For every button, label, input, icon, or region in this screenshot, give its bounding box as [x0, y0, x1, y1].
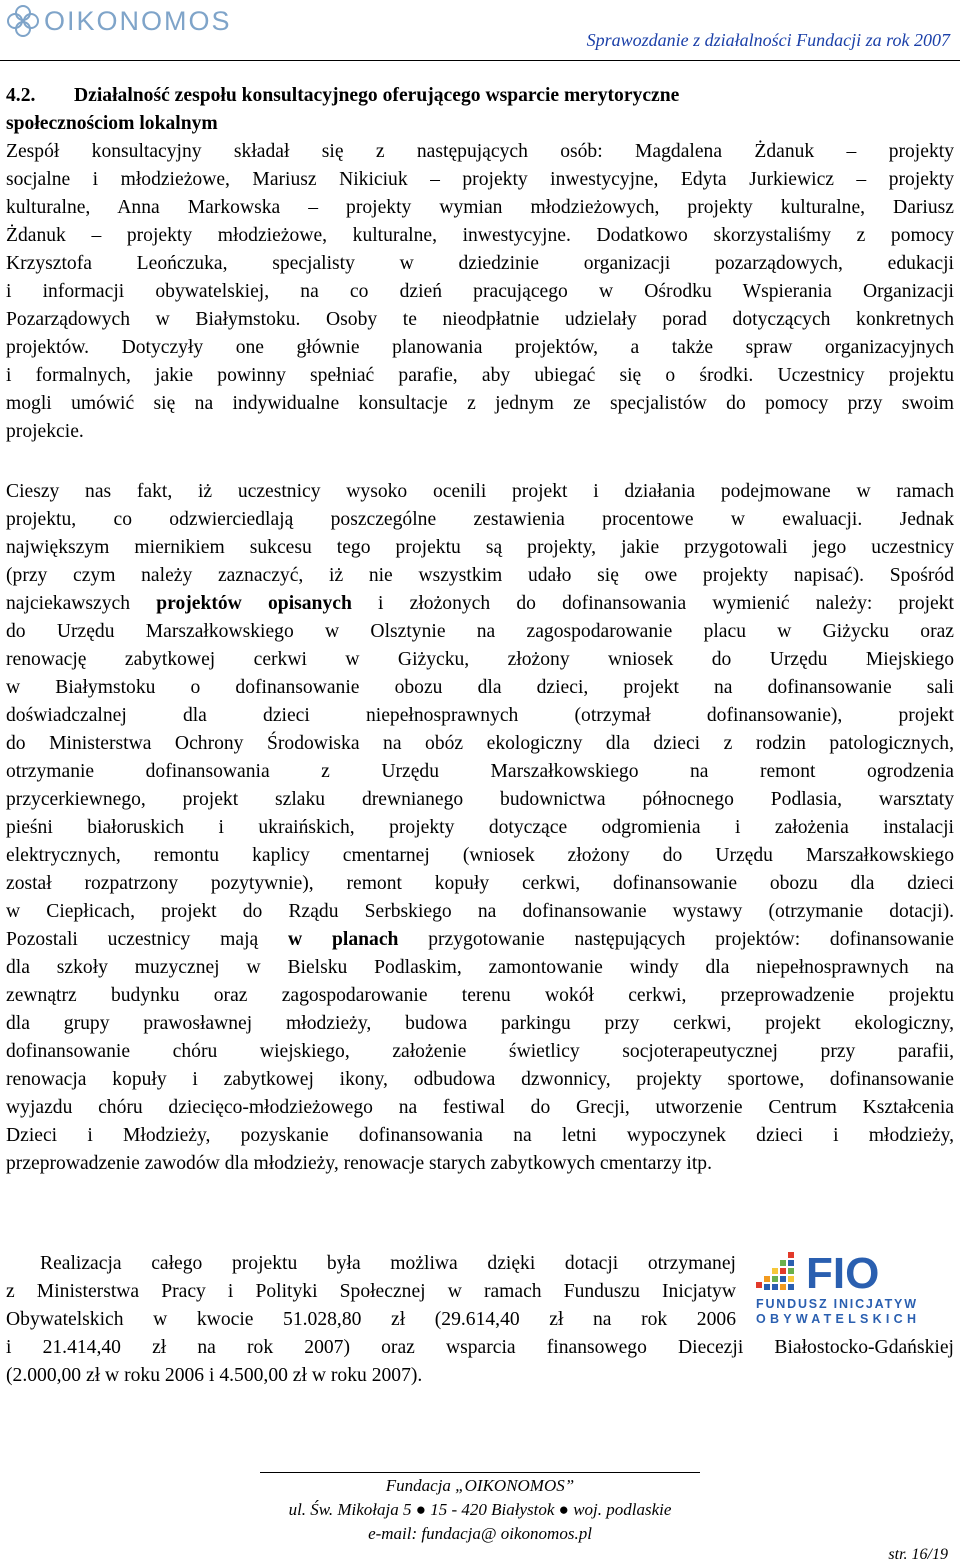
flower-logo-icon [6, 4, 40, 38]
text-line [6, 590, 954, 618]
logo-text: OIKONOMOS [44, 5, 232, 36]
header-divider [0, 60, 960, 61]
funding-line: Obywatelskich w kwocie 51.028,80 zł (29.614,40 zł na rok 2006 [6, 1309, 736, 1330]
text-line: dla szkoły muzycznej w Bielsku Podlaskim, zamontowanie windy dla niepełnosprawnych na [6, 957, 954, 978]
text-line: pieśni białoruskich i ukraińskich, projekty dotyczące odgromienia i założenia instalacji [6, 817, 954, 838]
fio-line2: OBYWATELSKICH [756, 1312, 916, 1326]
text-line: przycerkiewnego, projekt szlaku drewnianego budownictwa północnego Podlasia, warsztaty [6, 789, 954, 810]
text-line: elektrycznych, remontu kaplicy cmentarnej (wniosek złożony do Urzędu Marszałkowskiego [6, 845, 954, 866]
funding-line: Realizacja całego projektu była możliwa dzięki dotacji otrzymanej [40, 1253, 736, 1274]
text-line: Cieszy nas fakt, iż uczestnicy wysoko ocenili projekt i działania podejmowane w ramach [6, 481, 954, 502]
text-line: Zespół konsultacyjny składał się z następujących osób: Magdalena Żdanuk – projekty [6, 141, 954, 162]
text-segment: i złożonych do dofinansowania wymienić należy: projekt [351, 593, 954, 614]
text-line: projektu, co odzwierciedlają poszczególne zestawienia procentowe w ewaluacji. Jednak [6, 509, 954, 530]
text-line: przeprowadzenie zawodów dla młodzieży, renowacje starych zabytkowych cmentarzy itp. [6, 1153, 712, 1174]
text-line: do Ministerstwa Ochrony Środowiska na obóz ekologiczny dla dzieci z rodzin patologicznych, [6, 733, 954, 754]
text-segment: najciekawszych [6, 593, 157, 614]
text-line: socjalne i młodzieżowe, Mariusz Nikiciuk – projekty inwestycyjne, Edyta Jurkiewicz – projekty [6, 169, 954, 190]
footer-org: Fundacja „OIKONOMOS” [385, 1476, 575, 1495]
section-number: 4.2. [6, 85, 36, 106]
section-title-line1: Działalność zespołu konsultacyjnego oferującego wsparcie merytoryczne [74, 85, 680, 106]
emphasized-text: w planach [288, 929, 399, 950]
report-title: Sprawozdanie z działalności Fundacji za rok 2007 [586, 30, 950, 50]
text-line: w Białymstoku o dofinansowanie obozu dla dzieci, projekt na dofinansowanie sali [6, 677, 954, 698]
section-title-line2: społecznościom lokalnym [6, 113, 218, 134]
funding-line: z Ministerstwa Pracy i Polityki Społecznej w ramach Funduszu Inicjatyw [6, 1281, 736, 1302]
page-header [0, 0, 960, 62]
text-line: (przy czym należy zaznaczyć, iż nie wszystkim udało się owe projekty napisać). Spośród [6, 565, 954, 586]
text-line: został rozpatrzony pozytywnie), remont kopuły cerkwi, dofinansowanie obozu dla dzieci [6, 873, 954, 894]
funding-section [6, 1250, 954, 1390]
emphasized-text: projektów opisanych [156, 593, 352, 614]
text-line: projektów. Dotyczyły one głównie planowania projektów, a także spraw organizacyjnych [6, 337, 954, 358]
text-segment: Pozostali uczestnicy mają [6, 929, 289, 950]
oikonomos-logo [6, 4, 232, 38]
section-heading [6, 82, 954, 138]
text-line: kulturalne, Anna Markowska – projekty wymian młodzieżowych, projekty kulturalne, Dariusz [6, 197, 954, 218]
text-line: do Urzędu Marszałkowskiego w Olsztynie na zagospodarowanie placu w Giżycku oraz [6, 621, 954, 642]
text-segment: przygotowanie następujących projektów: dofinansowanie [398, 929, 954, 950]
text-line: dofinansowanie chóru wiejskiego, założenie świetlicy socjoterapeutycznej przy parafii, [6, 1041, 954, 1062]
text-line: w Ciepłicach, projekt do Rządu Serbskiego na dofinansowanie wystawy (otrzymanie dotacji). [6, 901, 954, 922]
text-line: renowację zabytkowej cerkwi w Giżycku, złożony wniosek do Urzędu Miejskiego [6, 649, 954, 670]
text-line: dla grupy prawosławnej młodzieży, budowa parkingu przy cerkwi, projekt ekologiczny, [6, 1013, 954, 1034]
paragraph-projects [6, 478, 954, 1178]
text-line: i formalnych, jakie powinny spełniać parafie, aby ubiegać się o środki. Uczestnicy projektu [6, 365, 954, 386]
funding-line: i 21.414,40 zł na rok 2007) oraz wsparcia finansowego Diecezji Białostocko-Gdańskiej [6, 1337, 954, 1358]
page-number: str. 16/19 [888, 1546, 948, 1563]
text-line: i informacji obywatelskiej, na co dzień pracującego w Ośrodku Wspierania Organizacji [6, 281, 954, 302]
text-line: Dzieci i Młodzieży, pozyskanie dofinansowania na letni wypoczynek dzieci i młodzieży, [6, 1125, 954, 1146]
footer-divider [260, 1472, 700, 1473]
fio-bars-icon [756, 1252, 794, 1290]
text-line: wyjazdu chóru dziecięco-młodzieżowego na festiwal do Grecji, utworzenie Centrum Kształcenia [6, 1097, 954, 1118]
text-line: zewnątrz budynku oraz zagospodarowanie terenu wokół cerkwi, przeprowadzenie projektu [6, 985, 954, 1006]
text-line: projekcie. [6, 421, 84, 442]
text-line: doświadczalnej dla dzieci niepełnosprawnych (otrzymał dofinansowanie), projekt [6, 705, 954, 726]
fio-acronym: FIO [806, 1249, 880, 1298]
fio-logo [750, 1242, 930, 1330]
text-line [6, 926, 954, 954]
page-footer [0, 1474, 960, 1546]
text-line: mogli umówić się na indywidualne konsultacje z jednym ze specjalistów do pomocy przy swoim [6, 393, 954, 414]
footer-address: ul. Św. Mikołaja 5 ● 15 - 420 Białystok ● woj. podlaskie [288, 1500, 672, 1519]
fio-line1: FUNDUSZ INICJATYW [756, 1297, 916, 1311]
footer-email: e-mail: fundacja@ oikonomos.pl [368, 1524, 592, 1543]
text-line: Pozarządowych w Białymstoku. Osoby te nieodpłatnie udzielały porad dotyczących konkretnych [6, 309, 954, 330]
text-line: Krzysztofa Leończuka, specjalisty w dziedzinie organizacji pozarządowych, edukacji [6, 253, 954, 274]
funding-line: (2.000,00 zł w roku 2006 i 4.500,00 zł w roku 2007). [6, 1365, 423, 1386]
text-line: renowacja kopuły i zabytkowej ikony, odbudowa dzwonnicy, projekty sportowe, dofinansowanie [6, 1069, 954, 1090]
text-line: otrzymanie dofinansowania z Urzędu Marszałkowskiego na remont ogrodzenia [6, 761, 954, 782]
text-line: Żdanuk – projekty młodzieżowe, kulturalne, inwestycyjne. Dodatkowo skorzystaliśmy z pomocy [6, 225, 954, 246]
paragraph-consultants [6, 138, 954, 446]
text-line: największym miernikiem sukcesu tego projektu są projekty, jakie przygotowali jego uczestnicy [6, 537, 954, 558]
